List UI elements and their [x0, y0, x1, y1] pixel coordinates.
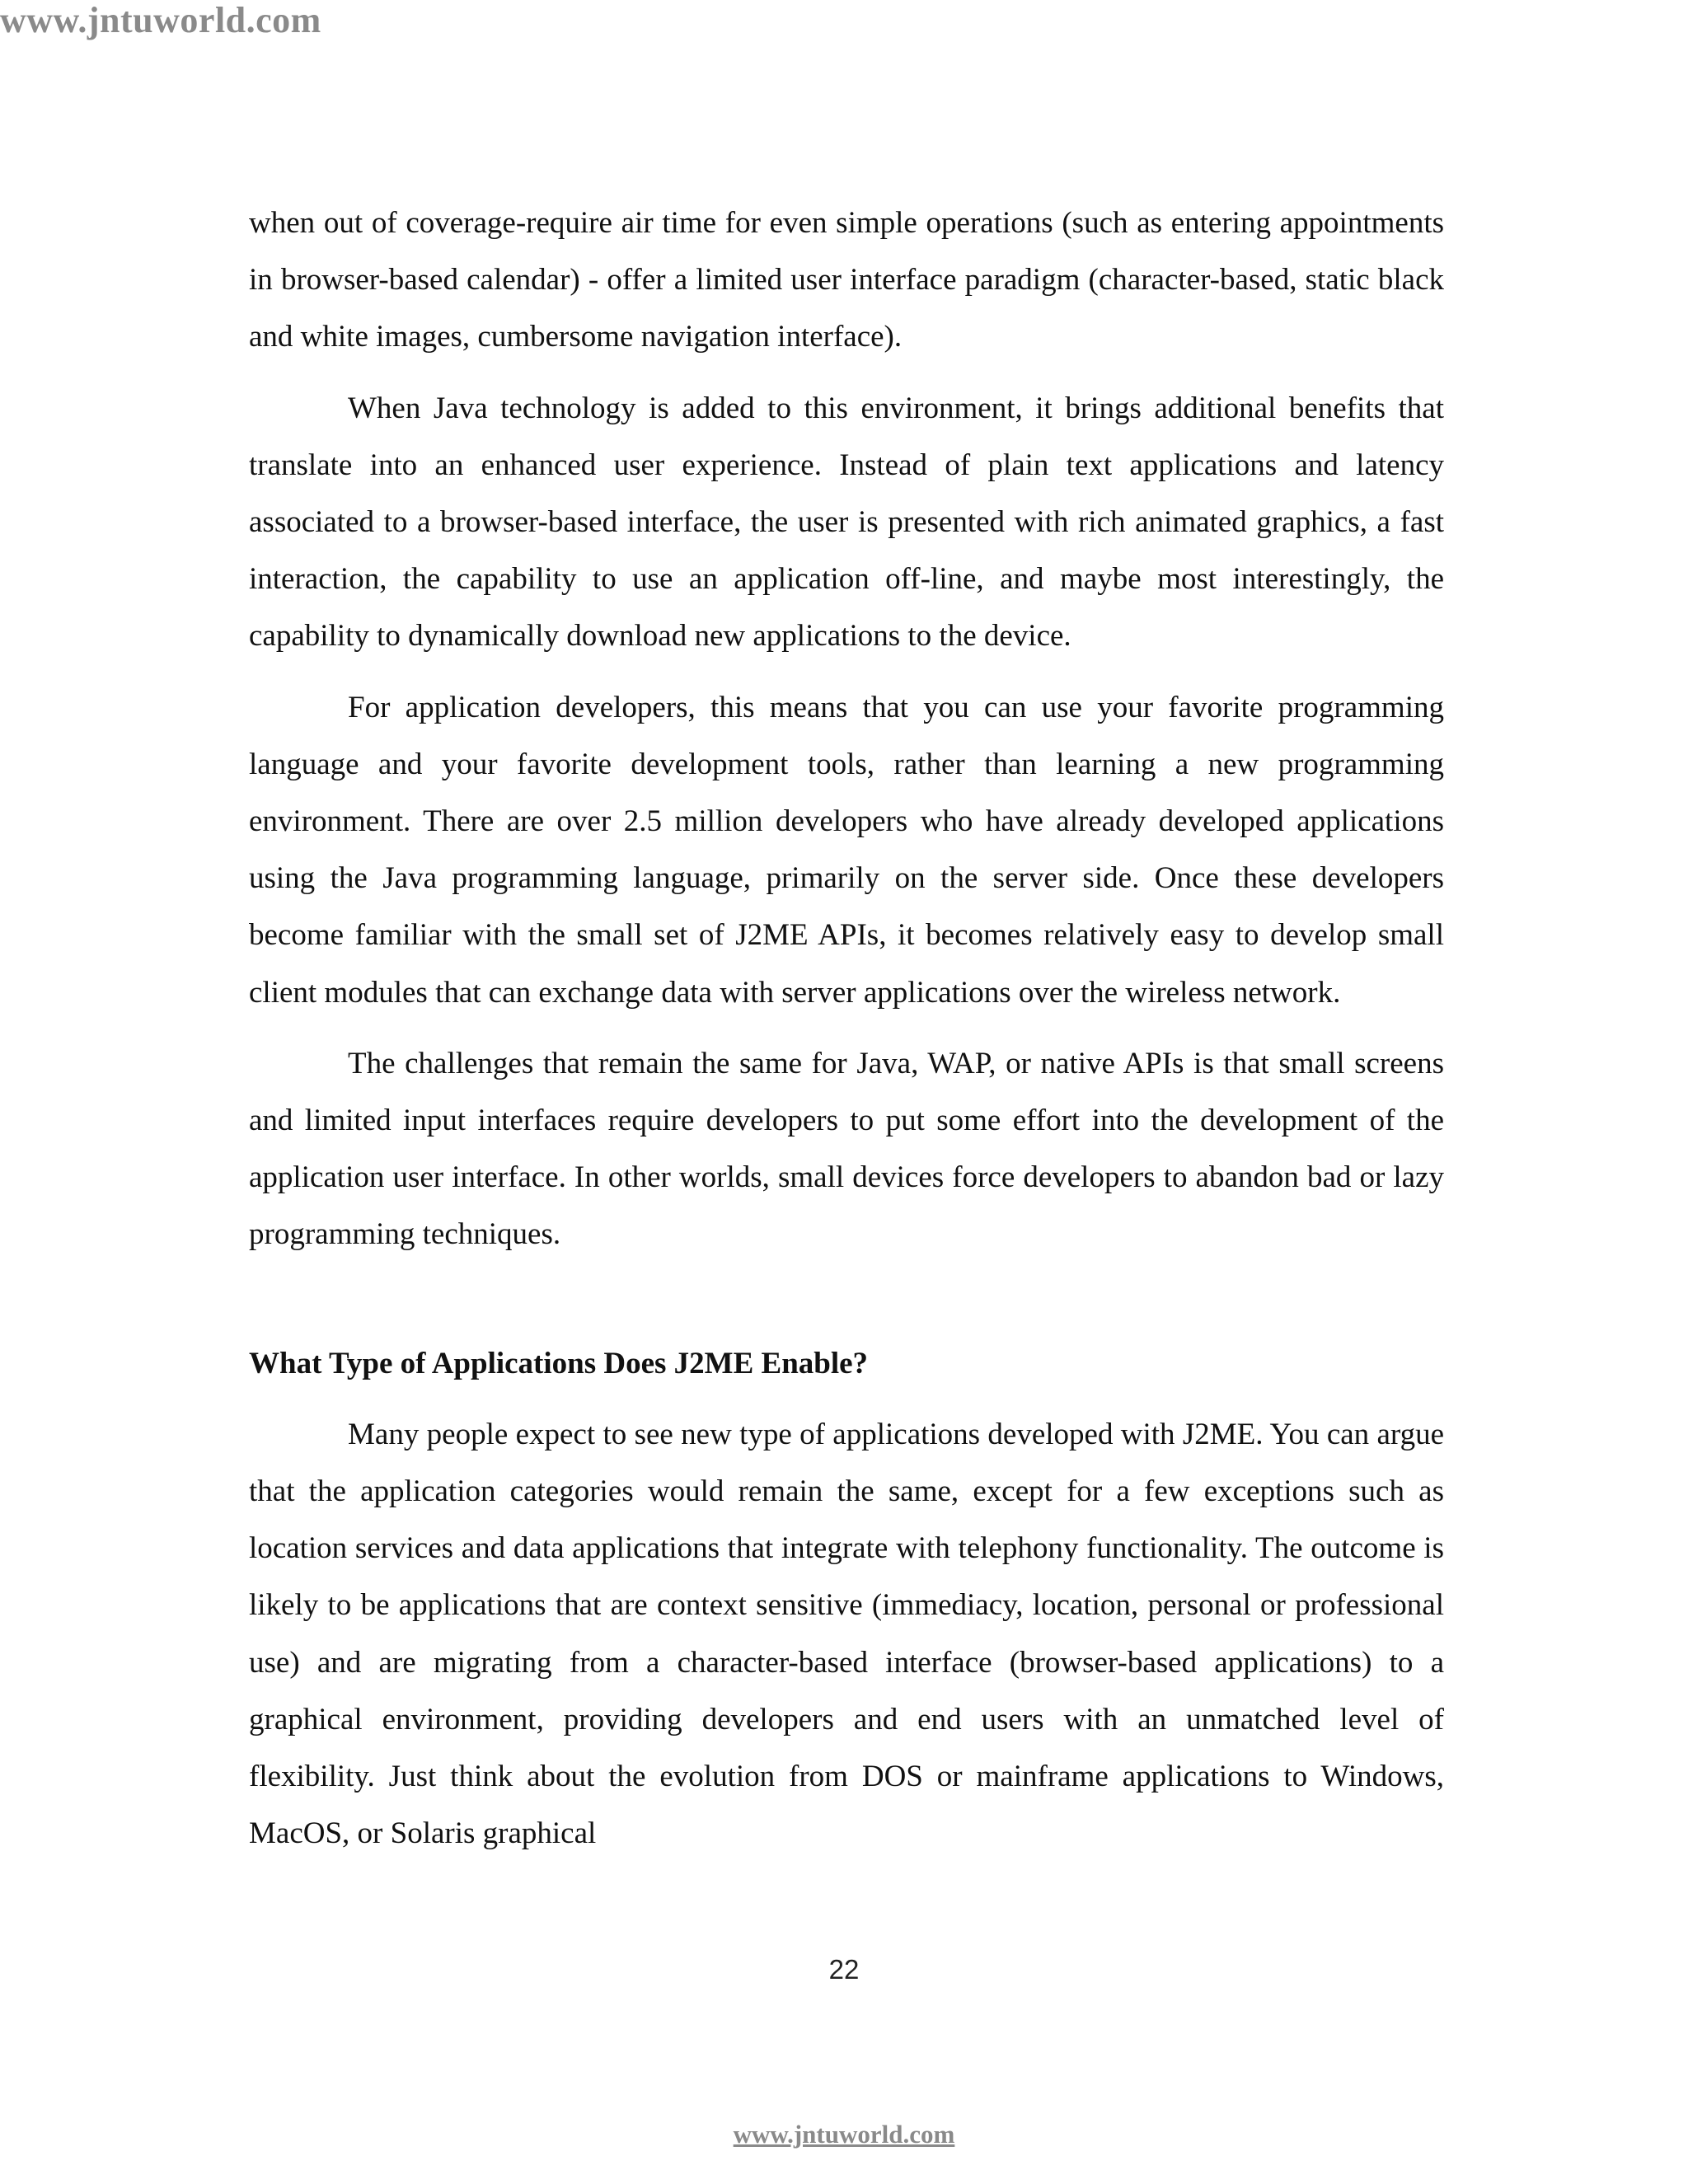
header-watermark: www.jntuworld.com	[0, 0, 321, 40]
page-content	[249, 194, 1444, 1876]
page-number: 22	[828, 1954, 860, 1985]
section-heading: What Type of Applications Does J2ME Enable?	[249, 1346, 869, 1380]
body-paragraph-continuation: when out of coverage-require air time for even simple operations (such as entering appointments in browser-based calendar) - offer a limited user interface paradigm (character-based, static black and white images, cumbersome navigation interface).	[249, 206, 1444, 354]
body-paragraph-challenges: The challenges that remain the same for Java, WAP, or native APIs is that small screens and limited input interfaces require developers to put some effort into the development of the application user interface. In other worlds, small devices force developers to abandon bad or lazy programming techniques.	[249, 1046, 1444, 1252]
section-paragraph: Many people expect to see new type of applications developed with J2ME. You can argue that the application categories would remain the same, except for a few exceptions such as location services and data applications that integrate with telephony functionality. The outcome is likely to be applications that are context sensitive (immediacy, location, personal or professional use) and are migrating from a character-based interface (browser-based applications) to a graphical environment, providing developers and end users with an unmatched level of flexibility. Just think about the evolution from DOS or mainframe applications to Windows, MacOS, or Solaris graphical	[249, 1417, 1444, 1851]
body-paragraph-java-benefits: When Java technology is added to this environment, it brings additional benefits that translate into an enhanced user experience. Instead of plain text applications and latency associated to a browser-based interface, the user is presented with rich animated graphics, a fast interaction, the capability to use an application off-line, and maybe most interestingly, the capability to dynamically download new applications to the device.	[249, 391, 1444, 654]
body-paragraph-developers: For application developers, this means that you can use your favorite programming language and your favorite development tools, rather than learning a new programming environment. There are over 2.5 million developers who have already developed applications using the Java programming language, primarily on the server side. Once these developers become familiar with the small set of J2ME APIs, it becomes relatively easy to develop small client modules that can exchange data with server applications over the wireless network.	[249, 690, 1444, 1010]
footer-watermark-link[interactable]: www.jntuworld.com	[733, 2120, 955, 2149]
